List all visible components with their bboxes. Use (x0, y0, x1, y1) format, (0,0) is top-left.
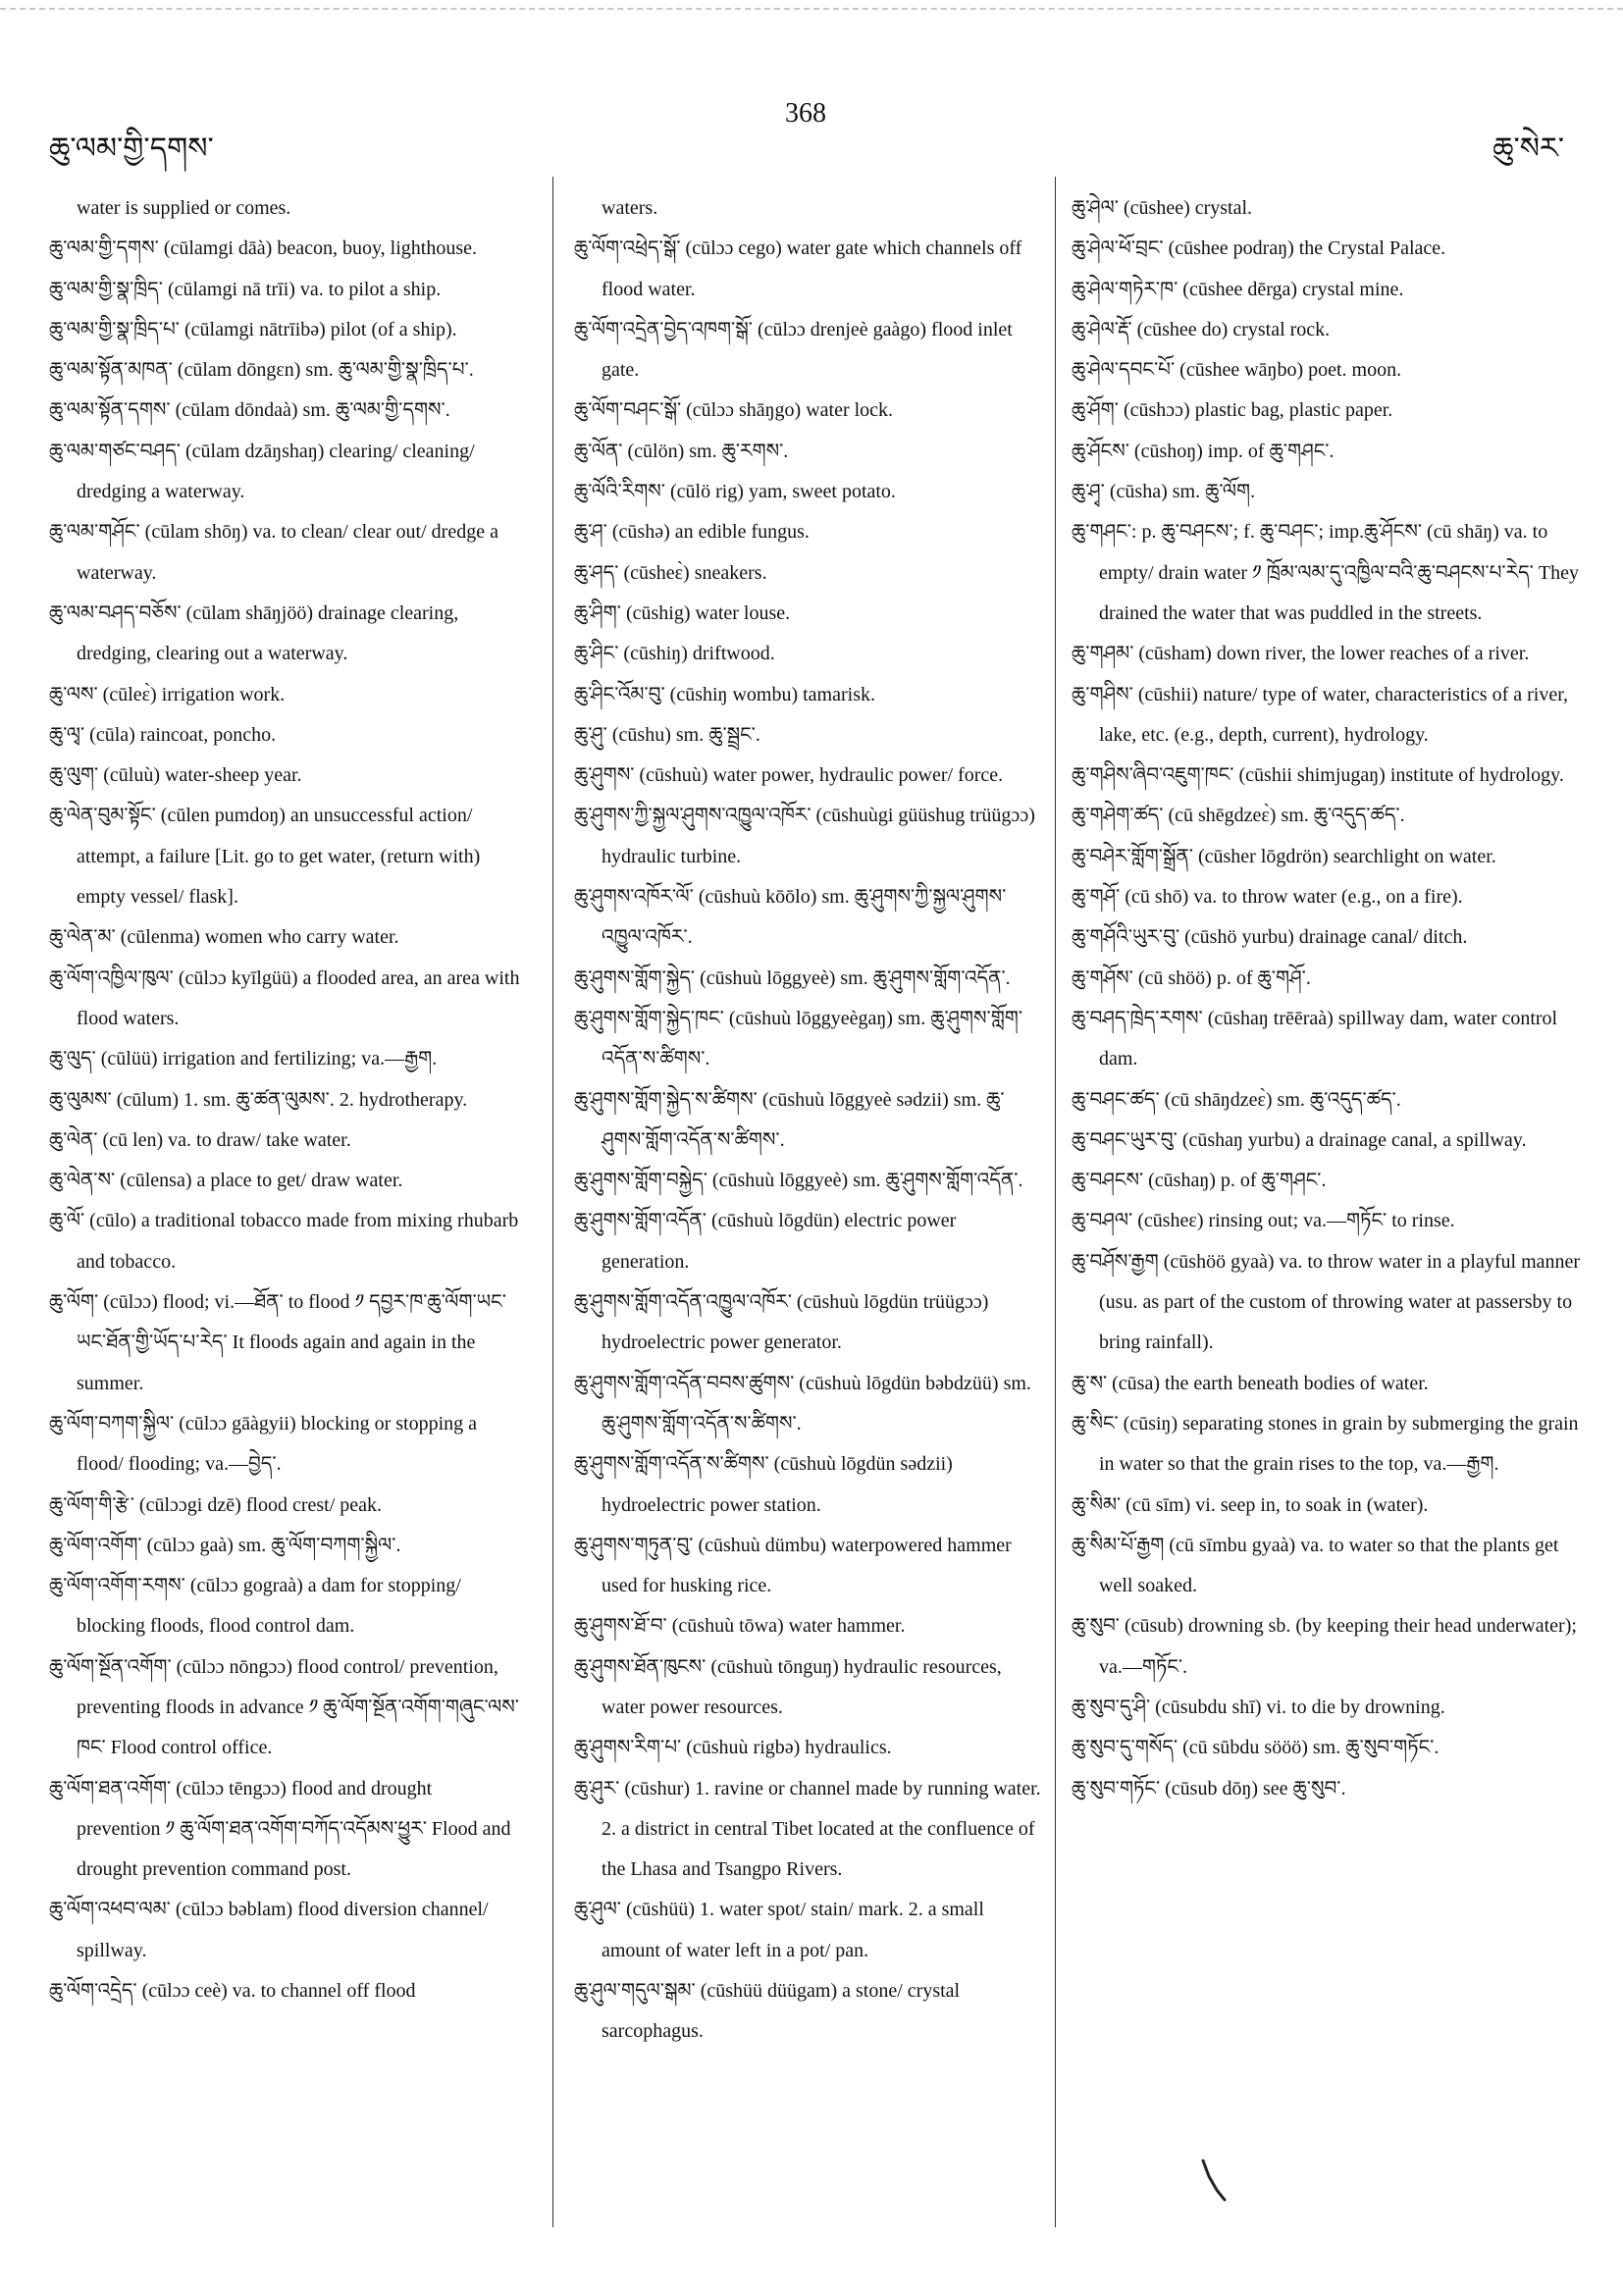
dictionary-entry: ཆུ་ལོན་ (cūlön) sm. ཆུ་རགས་. (574, 440, 789, 462)
dictionary-entry: ཆུ་ཤུགས་ (cūshuù) water power, hydraulic power/ force. (574, 764, 1004, 787)
dictionary-entry: ཆུ་ཤུགས་ཐོན་ཁུངས་ (cūshuù tōnguŋ) hydraulic resources, water power resources. (574, 1655, 1002, 1718)
dictionary-entry: ཆུ་ལམ་བཤད་བཅོས་ (cūlam shāŋjöö) drainage clearing, dredging, clearing out a waterway. (49, 601, 459, 665)
dictionary-entry: ཆུ་ཤད་ (cūsheɛ̀) sneakers. (574, 561, 767, 584)
dictionary-entry: ཆུ་ས་ (cūsa) the earth beneath bodies of water. (1072, 1372, 1429, 1394)
dictionary-entry: ཆུ་ལམ་གྱི་དགས་ (cūlamgi dāà) beacon, buoy, lighthouse. (49, 237, 478, 260)
dictionary-entry: ཆུ་ལམ་གཤོང་ (cūlam shōŋ) va. to clean/ clear out/ dredge a waterway. (49, 521, 498, 584)
dictionary-entry: ཆུ་ཤིག་ (cūshig) water louse. (574, 601, 791, 624)
dictionary-column-right (1072, 188, 1582, 1809)
running-header-right: ཆུ་སེར་ (1492, 132, 1564, 165)
dictionary-entry: ཆུ་ལོག་གི་རྩེ་ (cūlɔɔgi dzē) flood crest/ peak. (49, 1493, 383, 1516)
dictionary-entry: ཆུ་སིང་ (cūsiŋ) separating stones in grain by submerging the grain in water so that the grain rises to the top, va.—རྒྱག. (1072, 1412, 1579, 1476)
dictionary-entry: ཆུ་ལོག་ (cūlɔɔ) flood; vi.—ཐོན་ to flood ༡ དབྱར་ཁ་ཆུ་ལོག་ཡང་ཡང་ཐོན་གྱི་ཡོད་པ་རེད་ It floods again and again in the summer. (49, 1291, 506, 1394)
dictionary-entry: ཆུ་གཤོའི་ཡུར་བུ་ (cūshö yurbu) drainage canal/ ditch. (1072, 926, 1468, 949)
dictionary-entry: ཆུ་སུབ་གཏོང་ (cūsub dōŋ) see ཆུ་སུབ་. (1072, 1777, 1346, 1800)
dictionary-entry: ཆུ་ཤུལ་ (cūshüü) 1. water spot/ stain/ mark. 2. a small amount of water left in a pot/ pan. (574, 1899, 984, 1961)
dictionary-entry: ཆུ་སུབ་དུ་ཤི་ (cūsubdu shī) vi. to die by drowning. (1072, 1696, 1445, 1718)
dictionary-entry: ཆུ་བཤངས་ (cūshaŋ) p. of ཆུ་གཤང་. (1072, 1170, 1327, 1192)
dictionary-entry: ཆུ་ཤུལ་གདུལ་སྒམ་ (cūshüü düügam) a stone/ crystal sarcophagus. (574, 1980, 961, 2043)
dictionary-entry: ཆུ་ལོག་འཕྲེད་སྒོ་ (cūlɔɔ cego) water gate which channels off flood water. (574, 237, 1022, 300)
dictionary-entry: ཆུ་ཤེལ་རྡོ་ (cūshee do) crystal rock. (1072, 318, 1331, 340)
dictionary-entry: ཆུ་ཤུགས་གློག་སྐྱེད་ས་ཚིགས་ (cūshuù lōggyeè sədzii) sm. ཆུ་ཤུགས་གློག་འདོན་ས་ཚིགས་. (574, 1088, 1005, 1151)
dictionary-entry: ཆུ་བཤལ་ (cūsheɛ) rinsing out; va.—གཏོང་ to rinse. (1072, 1210, 1455, 1232)
dictionary-entry: ཆུ་གཤིས་ (cūshii) nature/ type of water, characteristics of a river, lake, etc. (e.g., depth, current), hydrology. (1072, 683, 1569, 746)
dictionary-entry: ཆུ་གཤོ་ (cū shō) va. to throw water (e.g., on a fire). (1072, 886, 1463, 909)
column-divider (1055, 177, 1056, 2227)
dictionary-entry: ཆུ་ལོག་བཤང་སྒོ་ (cūlɔɔ shāŋgo) water lock. (574, 399, 894, 422)
dictionary-entry: ཆུ་ལུད་ (cūlüü) irrigation and fertilizing; va.—རྒྱག. (49, 1048, 438, 1070)
dictionary-entry: ཆུ་ལོ་ (cūlo) a traditional tobacco made from mixing rhubarb and tobacco. (49, 1210, 519, 1273)
dictionary-entry: ཆུ་ཤུགས་གློག་སྐྱེད་ (cūshuù lōggyeè) sm. ཆུ་ཤུགས་གློག་འདོན་. (574, 966, 1011, 989)
dictionary-entry: ཆུ་ཤུགས་གཏུན་བུ་ (cūshuù dümbu) waterpowered hammer used for husking rice. (574, 1534, 1012, 1597)
dictionary-entry: ཆུ་གཤང་: p. ཆུ་བཤངས་; f. ཆུ་བཤང་; imp.ཆུ་ཤོངས་ (cū shāŋ) va. to empty/ drain water ༡ ཁྲོམ་ལམ་དུ་འཁྱིལ་བའི་ཆུ་བཤངས་པ་རེད་ They drained the water that was puddled in the streets. (1072, 521, 1579, 624)
page-number: 368 (785, 98, 826, 129)
dictionary-entry: ཆུ་སུབ་ (cūsub) drowning sb. (by keeping their head underwater); va.—གཏོང་. (1072, 1615, 1577, 1678)
dictionary-entry: ཆུ་ལེན་མ་ (cūlenma) women who carry water. (49, 926, 399, 949)
scan-top-border (0, 8, 1623, 24)
dictionary-entry: ཆུ་ཤུགས་གློག་འདོན་བབས་ཚུགས་ (cūshuù lōgdün bəbdzüü) sm. ཆུ་ཤུགས་གློག་འདོན་ས་ཚིགས་. (574, 1372, 1031, 1435)
dictionary-entry: ཆུ་ལོག་འདྲེད་ (cūlɔɔ ceè) va. to channel off flood (49, 1980, 416, 2003)
pen-mark (1199, 2157, 1229, 2204)
dictionary-entry: ཆུ་སིམ་པོ་རྒྱག (cū sīmbu gyaà) va. to water so that the plants get well soaked. (1072, 1534, 1559, 1597)
dictionary-entry: ཆུ་ལོག་འདྲེན་བྱེད་འཁག་སྒོ་ (cūlɔɔ drenjeè gaàgo) flood inlet gate. (574, 318, 1013, 382)
dictionary-entry: ཆུ་ཤེལ་དབང་པོ་ (cūshee wāŋbo) poet. moon. (1072, 359, 1402, 382)
dictionary-entry: ཆུ་ཤུགས་ཀྱི་སྐྱལ་ཤུགས་འཁྱུལ་འཁོར་ (cūshuùgi güüshug trüügɔɔ) hydraulic turbine. (574, 805, 1035, 867)
dictionary-entry: ཆུ་ལམ་གྱི་སྣ་ཁྲིད་པ་ (cūlamgi nātrīibə) pilot (of a ship). (49, 318, 457, 340)
dictionary-entry: ཆུ་ལོག་འཕབ་ལམ་ (cūlɔɔ bəblam) flood diversion channel/ spillway. (49, 1899, 489, 1961)
dictionary-entry: ཆུ་གཤོས་ (cū shöö) p. of ཆུ་གཤོ་. (1072, 966, 1311, 989)
dictionary-entry: ཆུ་ཤིང་ (cūshiŋ) driftwood. (574, 643, 775, 665)
dictionary-entry: ཆུ་ལེན་ (cū len) va. to draw/ take water. (49, 1128, 351, 1151)
dictionary-entry: ཆུ་ཤུགས་གློག་སྐྱེད་ཁང་ (cūshuù lōggyeègaŋ) sm. ཆུ་ཤུགས་གློག་འདོན་ས་ཚིགས་. (574, 1007, 1023, 1070)
dictionary-entry: ཆུ་སུབ་དུ་གསོད་ (cū sūbdu sööö) sm. ཆུ་སུབ་གཏོང་. (1072, 1737, 1440, 1759)
dictionary-entry: ཆུ་ཤུགས་གློག་འདོན་འཁྱུལ་འཁོར་ (cūshuù lōgdün trüügɔɔ) hydroelectric power generator. (574, 1291, 989, 1354)
dictionary-entry: water is supplied or comes. (77, 197, 291, 219)
dictionary-entry: ཆུ་བཤོས་རྒྱག (cūshöö gyaà) va. to throw water in a playful manner (usu. as part of the custom of throwing water at passersby to bring rainfall). (1072, 1250, 1581, 1354)
dictionary-entry: ཆུ་ཤུགས་ཐོ་བ་ (cūshuù tōwa) water hammer. (574, 1615, 906, 1638)
dictionary-entry: ཆུ་ཤུར་ (cūshur) 1. ravine or channel made by running water. 2. a district in central Tibet located at the confluence of the Lhasa and Tsangpo Rivers. (574, 1777, 1041, 1881)
dictionary-entry: ཆུ་གཤམ་ (cūsham) down river, the lower reaches of a river. (1072, 643, 1530, 665)
dictionary-entry: ཆུ་ལོག་འགོག་རགས་ (cūlɔɔ gograà) a dam for stopping/ blocking floods, flood control dam. (49, 1575, 461, 1638)
dictionary-entry: ཆུ་ལམ་སྟོན་དགས་ (cūlam dōndaà) sm. ཆུ་ལམ་གྱི་དགས་. (49, 399, 450, 422)
dictionary-entry: ཆུ་སིམ་ (cū sīm) vi. seep in, to soak in (water). (1072, 1493, 1429, 1516)
dictionary-column-left (49, 188, 520, 2011)
column-divider (552, 177, 553, 2227)
dictionary-entry: ཆུ་ཤིང་འོམ་བུ་ (cūshiŋ wombu) tamarisk. (574, 683, 875, 705)
dictionary-entry: ཆུ་བཤེར་གློག་སྒྲོན་ (cūsher lōgdrön) searchlight on water. (1072, 845, 1496, 867)
dictionary-entry: ཆུ་ལྭ་ (cūla) raincoat, poncho. (49, 723, 277, 746)
dictionary-entry: ཆུ་ལོག་འཁྱིལ་ཁུལ་ (cūlɔɔ kyīlgüü) a flooded area, an area with flood waters. (49, 966, 520, 1029)
dictionary-entry: ཆུ་ལེན་ས་ (cūlensa) a place to get/ draw water. (49, 1170, 403, 1192)
dictionary-entry: ཆུ་ཤེལ་ (cūshee) crystal. (1072, 197, 1253, 219)
dictionary-entry: ཆུ་ཤོངས་ (cūshoŋ) imp. of ཆུ་གཤང་. (1072, 440, 1335, 462)
dictionary-column-middle (574, 188, 1043, 2053)
dictionary-entry: ཆུ་ཤེལ་གཏེར་ཁ་ (cūshee dērga) crystal mine. (1072, 278, 1404, 300)
dictionary-entry: ཆུ་ཤུ་ (cūshu) sm. ཆུ་སྦྲང་. (574, 723, 760, 746)
dictionary-entry: ཆུ་ཤྭ་ (cūsha) sm. ཆུ་ལོག. (1072, 481, 1256, 503)
dictionary-entry: ཆུ་ལེན་བུམ་སྟོང་ (cūlen pumdoŋ) an unsuccessful action/ attempt, a failure [Lit. go to get water, (return with) empty vessel/ flask]. (49, 805, 481, 909)
dictionary-entry: ཆུ་གཤེག་ཚད་ (cū shēgdzeɛ̀) sm. ཆུ་འདུད་ཚད་. (1072, 805, 1405, 827)
dictionary-entry: ཆུ་ཤུགས་རིག་པ་ (cūshuù rigbə) hydraulics. (574, 1737, 892, 1759)
dictionary-entry: ཆུ་ལུག་ (cūluù) water-sheep year. (49, 764, 302, 787)
dictionary-entry: ཆུ་ལམ་སྟོན་མཁན་ (cūlam dōngɛn) sm. ཆུ་ལམ་གྱི་སྣ་ཁྲིད་པ་. (49, 359, 474, 382)
dictionary-entry: ཆུ་ལོག་བཀག་སྐྱིལ་ (cūlɔɔ gāàgyii) blocking or stopping a flood/ flooding; va.—བྱེད་. (49, 1412, 478, 1476)
dictionary-entry: ཆུ་ལས་ (cūleɛ̀) irrigation work. (49, 683, 286, 705)
running-header-left: ཆུ་ལམ་གྱི་དགས་ (49, 132, 214, 165)
dictionary-entry: ཆུ་ཤོག་ (cūshɔɔ) plastic bag, plastic paper. (1072, 399, 1393, 422)
dictionary-entry: ཆུ་ཤུགས་གློག་བསྐྱེད་ (cūshuù lōggyeè) sm. ཆུ་ཤུགས་གློག་འདོན་. (574, 1170, 1023, 1192)
dictionary-entry: ཆུ་ལམ་གྱི་སྣ་ཁྲིད་ (cūlamgi nā trīi) va. to pilot a ship. (49, 278, 442, 300)
dictionary-entry: ཆུ་ལོག་འགོག་ (cūlɔɔ gaà) sm. ཆུ་ལོག་བཀག་སྐྱིལ་. (49, 1534, 401, 1556)
dictionary-entry: ཆུ་བཤང་ཡུར་བུ་ (cūshaŋ yurbu) a drainage canal, a spillway. (1072, 1128, 1527, 1151)
dictionary-entry: ཆུ་བཤད་ཁྲེད་རགས་ (cūshaŋ trēēraà) spillway dam, water control dam. (1072, 1007, 1558, 1070)
dictionary-entry: ཆུ་བཤང་ཚད་ (cū shāŋdzeɛ̀) sm. ཆུ་འདུད་ཚད་. (1072, 1088, 1401, 1111)
dictionary-entry: ཆུ་ལམ་གཙང་བཤད་ (cūlam dzāŋshaŋ) clearing/ cleaning/ dredging a waterway. (49, 440, 475, 503)
dictionary-entry: waters. (602, 197, 658, 219)
dictionary-entry: ཆུ་ཤུགས་གློག་འདོན་ས་ཚིགས་ (cūshuù lōgdün sədzii) hydroelectric power station. (574, 1453, 953, 1516)
dictionary-entry: ཆུ་ཤུགས་འཁོར་ལོ་ (cūshuù kōōlo) sm. ཆུ་ཤུགས་ཀྱི་སྐྱལ་ཤུགས་འཁྱུལ་འཁོར་. (574, 886, 1007, 949)
dictionary-entry: ཆུ་ལོའི་རིགས་ (cūlö rig) yam, sweet potato. (574, 481, 896, 503)
dictionary-entry: ཆུ་ཤ་ (cūshə) an edible fungus. (574, 521, 810, 544)
dictionary-entry: ཆུ་ལོག་ཐན་འགོག་ (cūlɔɔ tēngɔɔ) flood and drought prevention ༡ ཆུ་ལོག་ཐན་འགོག་བཀོད་འདོམས་ཕྱུར་ Flood and drought prevention command post. (49, 1777, 511, 1881)
dictionary-entry: ཆུ་ལོག་སྔོན་འགོག་ (cūlɔɔ nōngɔɔ) flood control/ prevention, preventing floods in advance ༡ ཆུ་ལོག་སྔོན་འགོག་གཞུང་ལས་ཁང་ Flood control office. (49, 1655, 519, 1759)
dictionary-entry: ཆུ་ཤེལ་ཕོ་བྲང་ (cūshee podraŋ) the Crystal Palace. (1072, 237, 1446, 260)
dictionary-entry: ཆུ་གཤིས་ཞིབ་འཇུག་ཁང་ (cūshii shimjugaŋ) institute of hydrology. (1072, 764, 1564, 787)
dictionary-entry: ཆུ་ལུམས་ (cūlum) 1. sm. ཆུ་ཚན་ལུམས་. 2. hydrotherapy. (49, 1088, 468, 1111)
dictionary-entry: ཆུ་ཤུགས་གློག་འདོན་ (cūshuù lōgdün) electric power generation. (574, 1210, 957, 1273)
